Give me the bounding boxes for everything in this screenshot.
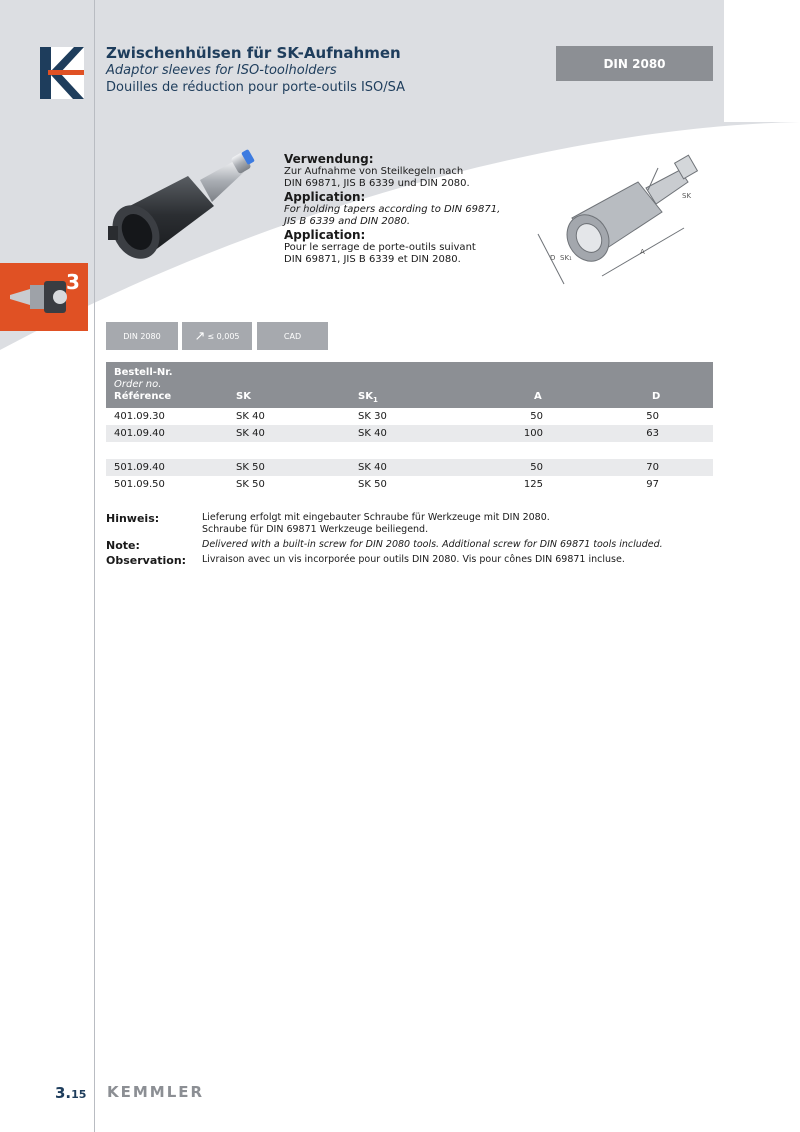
cell-sk1: SK 40 [358, 462, 387, 473]
note-german [106, 512, 716, 536]
note-text-english: Delivered with a built-in screw for DIN 2080 tools. Additional screw for DIN 69871 tools included. [202, 539, 663, 550]
cell-sk1: SK 30 [358, 411, 387, 422]
order-table [106, 362, 713, 493]
table-row[interactable] [106, 425, 713, 442]
header-sk1-sub: 1 [372, 396, 378, 404]
cell-sk1: SK 40 [358, 428, 387, 439]
cell-sk: SK 50 [236, 462, 265, 473]
cell-d: 97 [646, 479, 659, 490]
drawing-label-a: A [640, 248, 645, 256]
info-heading-english: Application: [284, 190, 366, 204]
cell-sk: SK 40 [236, 411, 265, 422]
info-french-line1: Pour le serrage de porte-outils suivant [284, 242, 476, 253]
drawing-label-sk: SK [682, 192, 692, 200]
header-order-de: Bestell-Nr. [114, 367, 173, 378]
table-row[interactable] [106, 476, 713, 493]
note-text-french: Livraison avec un vis incorporée pour outils DIN 2080. Vis pour cônes DIN 69871 incluse. [202, 554, 625, 565]
brand-name: KEMMLER [107, 1083, 205, 1101]
note-text-german-1: Lieferung erfolgt mit eingebauter Schraube für Werkzeuge mit DIN 2080. [202, 512, 550, 523]
table-row[interactable] [106, 408, 713, 425]
cell-a: 50 [530, 462, 543, 473]
tolerance-button-label: ≤ 0,005 [207, 331, 240, 341]
header-order-en: Order no. [114, 379, 162, 390]
title-german: Zwischenhülsen für SK-Aufnahmen [106, 44, 401, 62]
info-heading-french: Application: [284, 228, 366, 242]
standard-badge: DIN 2080 [556, 46, 713, 81]
header-a: A [534, 391, 542, 402]
drawing-label-d: D [550, 254, 556, 262]
cell-ref: 501.09.50 [114, 479, 165, 490]
margin-rule [94, 0, 95, 1132]
info-german-line2: DIN 69871, JIS B 6339 und DIN 2080. [284, 178, 470, 189]
header-d: D [652, 391, 661, 402]
page-index: 15 [71, 1088, 87, 1101]
cell-a: 100 [523, 428, 543, 439]
din-2080-button[interactable] [106, 322, 178, 350]
header-sk: SK [236, 391, 251, 402]
title-block [106, 44, 546, 96]
note-text-german-2: Schraube für DIN 69871 Werkzeuge beiliegend. [202, 524, 429, 535]
note-label-french: Observation: [106, 554, 187, 567]
cell-a: 125 [523, 479, 543, 490]
cell-ref: 401.09.40 [114, 428, 165, 439]
cell-d: 63 [646, 428, 659, 439]
cell-d: 70 [646, 462, 659, 473]
title-english: Adaptor sleeves for ISO-toolholders [106, 63, 337, 78]
toolholder-thumbnail-icon [8, 275, 68, 319]
chapter-number: 3 [66, 270, 80, 294]
cell-ref: 501.09.40 [114, 462, 165, 473]
cell-a: 50 [530, 411, 543, 422]
note-label-english: Note: [106, 539, 140, 552]
info-heading-german: Verwendung: [284, 152, 374, 166]
info-french-line2: DIN 69871, JIS B 6339 et DIN 2080. [284, 254, 461, 265]
page-number [55, 1084, 86, 1102]
header-sk1-label: SK [358, 391, 373, 402]
cell-sk1: SK 50 [358, 479, 387, 490]
note-label-german: Hinweis: [106, 512, 160, 525]
page-chapter: 3. [55, 1084, 72, 1102]
header-right-band [724, 0, 800, 122]
cad-button-label: CAD [283, 331, 302, 341]
notes-section [106, 512, 716, 566]
din-2080-button-label: DIN 2080 [123, 331, 161, 341]
cell-d: 50 [646, 411, 659, 422]
table-group-gap [106, 442, 713, 459]
header-sk1 [358, 391, 378, 404]
table-row[interactable] [106, 459, 713, 476]
application-info [284, 152, 514, 266]
technical-drawing [528, 148, 724, 298]
cell-sk: SK 40 [236, 428, 265, 439]
note-english [106, 539, 716, 551]
tolerance-button[interactable] [182, 322, 252, 350]
cell-ref: 401.09.30 [114, 411, 165, 422]
cell-sk: SK 50 [236, 479, 265, 490]
drawing-label-sk1: SK₁ [560, 254, 572, 262]
cad-button[interactable] [257, 322, 328, 350]
title-french: Douilles de réduction pour porte-outils ISO/SA [106, 80, 406, 95]
product-photo [104, 146, 272, 270]
info-english-line2: JIS B 6339 and DIN 2080. [284, 216, 411, 227]
info-english-line1: For holding tapers according to DIN 69871, [284, 204, 501, 215]
kemmler-logo-icon [40, 47, 84, 99]
note-french [106, 554, 716, 566]
runout-arrow-icon: ↗ [194, 328, 206, 344]
info-german-line1: Zur Aufnahme von Steilkegeln nach [284, 166, 464, 177]
table-header [106, 362, 713, 408]
header-order-fr: Référence [114, 391, 172, 402]
